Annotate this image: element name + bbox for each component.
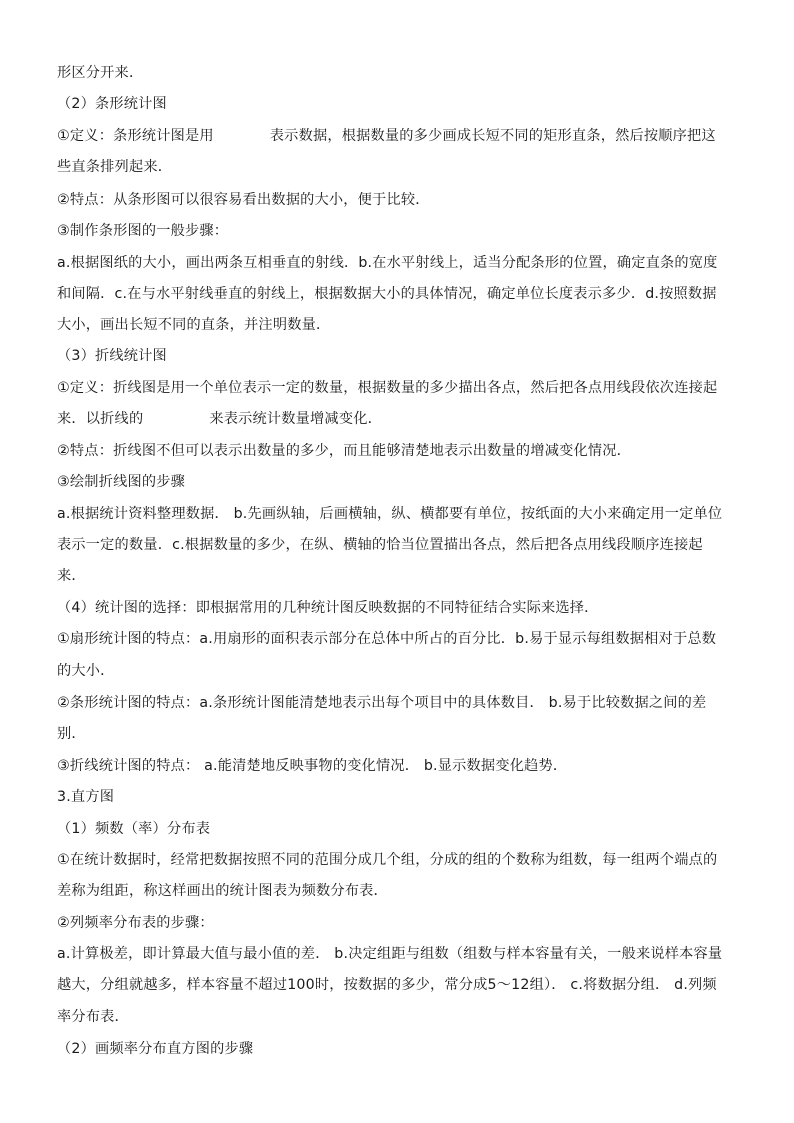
text-line: 大小，画出长短不同的直条，并注明数量． — [57, 317, 331, 333]
text-line: 形区分开来． — [57, 65, 144, 81]
text-line: ②特点：折线图不但可以表示出数量的多少，而且能够清楚地表示出数量的增减变化情况． — [57, 443, 632, 459]
text-line — [57, 409, 747, 429]
text-line: ③制作条形图的一般步骤： — [57, 223, 229, 239]
text-line: ③绘制折线图的步骤 — [57, 474, 186, 490]
text-fragment: 来．以折线的 — [57, 411, 144, 427]
text-fragment: 表示数据，根据数量的多少画成长短不同的矩形直条，然后按顺序把这 — [269, 128, 716, 144]
text-line — [57, 126, 747, 146]
section-heading-chart-selection: （4）统计图的选择：即根据常用的几种统计图反映数据的不同特征结合实际来选择． — [57, 600, 599, 616]
text-line: ②条形统计图的特点：a.条形统计图能清楚地表示出每个项目中的具体数目． b.易于比较数据之间的差 — [57, 695, 707, 711]
text-fragment: ①定义：条形统计图是用 — [57, 128, 214, 144]
text-line: ②列频率分布表的步骤： — [57, 915, 214, 931]
text-line: a.根据统计资料整理数据． b.先画纵轴，后画横轴，纵、横都要有单位，按纸面的大小来确定用一定单位 — [57, 506, 723, 522]
text-line: 的大小． — [57, 663, 115, 679]
section-heading-histogram-steps: （2）画频率分布直方图的步骤 — [57, 1041, 254, 1057]
text-line: a.计算极差，即计算最大值与最小值的差． b.决定组距与组数（组数与样本容量有关，一般来说样本容量 — [57, 946, 723, 962]
text-line: ①扇形统计图的特点：a.用扇形的面积表示部分在总体中所占的百分比．b.易于显示每组数据相对于总数 — [57, 631, 717, 647]
text-line: ①在统计数据时，经常把数据按照不同的范围分成几个组，分成的组的个数称为组数，每一组两个端点的 — [57, 852, 718, 868]
text-line: 越大，分组就越多，样本容量不超过100时，按数据的多少，常分成5～12组）． c.将数据分组． d.列频 — [57, 977, 717, 993]
text-line: ②特点：从条形图可以很容易看出数据的大小，便于比较． — [57, 192, 430, 208]
text-line: 些直条排列起来． — [57, 159, 173, 175]
section-heading-histogram: 3.直方图 — [57, 789, 115, 805]
text-line: a.根据图纸的大小，画出两条互相垂直的射线．b.在水平射线上，适当分配条形的位置，确定直条的宽度 — [57, 255, 718, 271]
text-line: 别． — [57, 726, 86, 742]
text-fragment: 来表示统计数量增减变化． — [209, 411, 382, 427]
section-heading-bar-chart: （2）条形统计图 — [57, 96, 167, 112]
section-heading-frequency-table: （1）频数（率）分布表 — [57, 821, 211, 837]
text-line: 差称为组距，称这样画出的统计图表为频数分布表． — [57, 883, 388, 899]
section-heading-line-chart: （3）折线统计图 — [57, 348, 167, 364]
text-line: 率分布表． — [57, 1009, 129, 1025]
text-line: ③折线统计图的特点： a.能清楚地反映事物的变化情况． b.显示数据变化趋势． — [57, 758, 568, 774]
text-line: 和间隔．c.在与水平射线垂直的射线上，根据数据大小的具体情况，确定单位长度表示多少．d.按照数据 — [57, 286, 717, 302]
text-line: 来． — [57, 568, 86, 584]
text-line: ①定义：折线图是用一个单位表示一定的数量，根据数量的多少描出各点，然后把各点用线段依次连接起 — [57, 380, 718, 396]
text-line: 表示一定的数量．c.根据数量的多少，在纵、横轴的恰当位置描出各点，然后把各点用线段顺序连接起 — [57, 537, 703, 553]
